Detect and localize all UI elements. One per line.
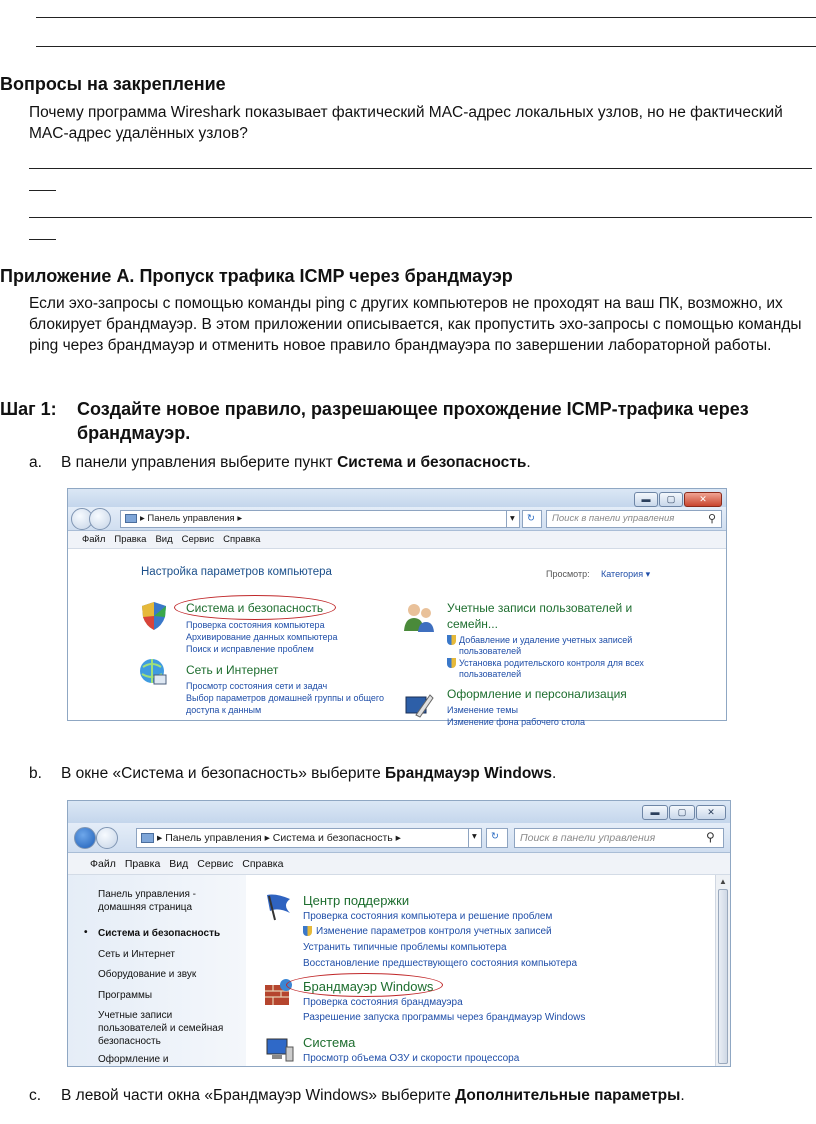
sidebar-bullet: • [84, 927, 88, 938]
view-dropdown[interactable]: Категория ▾ [601, 569, 651, 579]
item-b-marker: b. [29, 765, 42, 782]
search-input[interactable]: Поиск в панели управления [514, 828, 724, 848]
search-icon[interactable]: ⚲ [708, 513, 717, 525]
step-label: Шаг 1: [0, 399, 57, 419]
back-button[interactable] [74, 827, 96, 849]
menu-tools[interactable]: Сервис [197, 858, 234, 870]
item-c-text: В левой части окна «Брандмауэр Windows» выберите Дополнительные параметры. [61, 1087, 685, 1104]
category-system-security[interactable]: Система и безопасность [186, 601, 324, 615]
address-bar[interactable]: ▸ Панель управления ▸ Система и безопасность ▸ [136, 828, 482, 848]
category-network[interactable]: Сеть и Интернет [186, 663, 279, 677]
search-icon[interactable]: ⚲ [706, 830, 715, 844]
link-add-users[interactable]: Добавление и удаление учетных записей [459, 635, 633, 645]
answer-line [36, 46, 816, 47]
menu-tools[interactable]: Сервис [181, 534, 215, 545]
maximize-button[interactable]: ▢ [669, 805, 695, 820]
control-panel-window [67, 488, 727, 727]
link-homegroup[interactable]: Выбор параметров домашней группы и общего [186, 693, 384, 703]
link-restore[interactable]: Восстановление предшествующего состояния компьютера [303, 958, 578, 969]
answer-line [29, 168, 812, 169]
link-change-theme[interactable]: Изменение темы [447, 705, 518, 715]
link-fix-problems[interactable]: Устранить типичные проблемы компьютера [303, 942, 507, 953]
highlight-oval [174, 595, 336, 620]
menu-edit[interactable]: Правка [124, 858, 161, 870]
link-allow-program[interactable]: Разрешение запуска программы через брандмауэр Windows [303, 1012, 586, 1023]
link-parental[interactable]: Установка родительского контроля для всех [459, 658, 644, 668]
page-title: Настройка параметров компьютера [141, 566, 332, 578]
section-action-center[interactable]: Центр поддержки [303, 893, 410, 908]
scrollbar[interactable] [715, 875, 730, 1066]
folder-icon [125, 514, 137, 523]
menu-view[interactable]: Вид [155, 534, 173, 545]
answer-line [36, 17, 816, 18]
menu-edit[interactable]: Правка [114, 534, 147, 545]
address-dropdown-button[interactable]: ▾ [468, 828, 482, 848]
appendix-intro: Если эхо-запросы с помощью команды ping с других компьютеров не проходят на ваш ПК, возможно, их блокирует брандмауэр. В этом приложении описывается, как пропустить эхо-запросы с помощью команды ping через брандмауэр и отменить новое правило брандмауэра по завершении лабораторной работы. [29, 295, 802, 354]
sidebar-item-accounts-2[interactable]: пользователей и семейная [98, 1023, 224, 1034]
item-a-text: В панели управления выберите пункт Система и безопасность. [61, 454, 531, 471]
uac-shield-icon [447, 658, 456, 668]
close-button[interactable]: ✕ [696, 805, 726, 820]
shield-icon [140, 601, 168, 631]
address-bar[interactable]: ▸ Панель управления ▸ [120, 510, 520, 528]
sidebar [68, 875, 246, 1066]
forward-button[interactable] [89, 508, 111, 530]
flag-icon [264, 893, 294, 921]
sidebar-item-appearance[interactable]: Оформление и [98, 1054, 169, 1065]
menu-help[interactable]: Справка [242, 858, 284, 870]
answer-line [29, 190, 56, 191]
forward-button[interactable] [96, 827, 118, 849]
uac-shield-icon [447, 635, 456, 645]
network-icon [138, 657, 168, 687]
scroll-thumb[interactable] [718, 889, 728, 1064]
category-user-accounts[interactable]: Учетные записи пользователей и [447, 601, 633, 615]
sidebar-item-accounts[interactable]: Учетные записи [98, 1010, 173, 1021]
answer-line [29, 217, 812, 218]
link-change-background[interactable]: Изменение фона рабочего стола [447, 717, 585, 727]
review-question: Почему программа Wireshark показывает фактический MAC-адрес локальных узлов, но не фактический MAC-адрес удалённых узлов? [29, 104, 783, 142]
section-windows-firewall[interactable]: Брандмауэр Windows [303, 979, 434, 994]
address-dropdown-button[interactable]: ▾ [506, 510, 520, 528]
minimize-button[interactable]: ▬ [642, 805, 668, 820]
menu-view[interactable]: Вид [169, 858, 189, 870]
item-b-text: В окне «Система и безопасность» выберите Брандмауэр Windows. [61, 765, 557, 782]
link-homegroup-2[interactable]: доступа к данным [186, 705, 262, 715]
review-heading: Вопросы на закрепление [0, 74, 226, 94]
category-appearance[interactable]: Оформление и персонализация [447, 687, 627, 701]
step-title: Создайте новое правило, разрешающее прохождение ICMP-трафика через брандмауэр. [77, 399, 749, 443]
sidebar-item-hardware[interactable]: Оборудование и звук [98, 969, 197, 980]
uac-shield-icon [303, 926, 312, 936]
refresh-button[interactable]: ↻ [486, 828, 508, 848]
users-icon [402, 601, 436, 633]
link-network-status[interactable]: Просмотр состояния сети и задач [186, 681, 328, 691]
sidebar-item-accounts-3[interactable]: безопасность [98, 1036, 161, 1047]
minimize-button[interactable]: ▬ [634, 492, 658, 507]
link-check-status[interactable]: Проверка состояния компьютера [186, 620, 325, 630]
sidebar-item-programs[interactable]: Программы [98, 990, 153, 1001]
scroll-up-arrow[interactable]: ▲ [719, 877, 727, 886]
sidebar-home[interactable]: Панель управления - [98, 889, 196, 900]
link-firewall-status[interactable]: Проверка состояния брандмауэра [303, 997, 463, 1008]
highlight-oval [286, 973, 443, 997]
system-security-window [67, 800, 731, 1067]
computer-icon [264, 1037, 294, 1063]
folder-icon [141, 833, 154, 843]
menu-file[interactable]: Файл [82, 534, 106, 545]
refresh-button[interactable]: ↻ [522, 510, 542, 528]
maximize-button[interactable]: ▢ [659, 492, 683, 507]
personalization-icon [402, 691, 434, 721]
menu-file[interactable]: Файл [90, 858, 116, 870]
link-uac-settings[interactable]: Изменение параметров контроля учетных записей [316, 926, 552, 937]
link-view-ram[interactable]: Просмотр объема ОЗУ и скорости процессора [303, 1053, 520, 1064]
close-button[interactable]: ✕ [684, 492, 722, 507]
appendix-heading: Приложение А. Пропуск трафика ICMP через брандмауэр [0, 266, 513, 286]
sidebar-item-system-security[interactable]: Система и безопасность [98, 928, 221, 939]
item-a-marker: a. [29, 454, 42, 471]
answer-line [29, 239, 56, 240]
item-c-marker: c. [29, 1087, 42, 1104]
link-backup[interactable]: Архивирование данных компьютера [186, 632, 338, 642]
link-troubleshoot[interactable]: Поиск и исправление проблем [186, 644, 314, 654]
category-user-accounts-2[interactable]: семейн... [447, 617, 498, 631]
link-check-computer[interactable]: Проверка состояния компьютера и решение проблем [303, 911, 553, 922]
link-parental-2[interactable]: пользователей [459, 669, 522, 679]
search-input[interactable]: Поиск в панели управления [546, 510, 722, 528]
section-system[interactable]: Система [303, 1035, 356, 1050]
sidebar-home-2[interactable]: домашняя страница [98, 902, 193, 913]
link-add-users-2[interactable]: пользователей [459, 646, 522, 656]
sidebar-item-network[interactable]: Сеть и Интернет [98, 949, 176, 960]
menu-help[interactable]: Справка [223, 534, 261, 545]
view-label: Просмотр: [546, 569, 590, 579]
